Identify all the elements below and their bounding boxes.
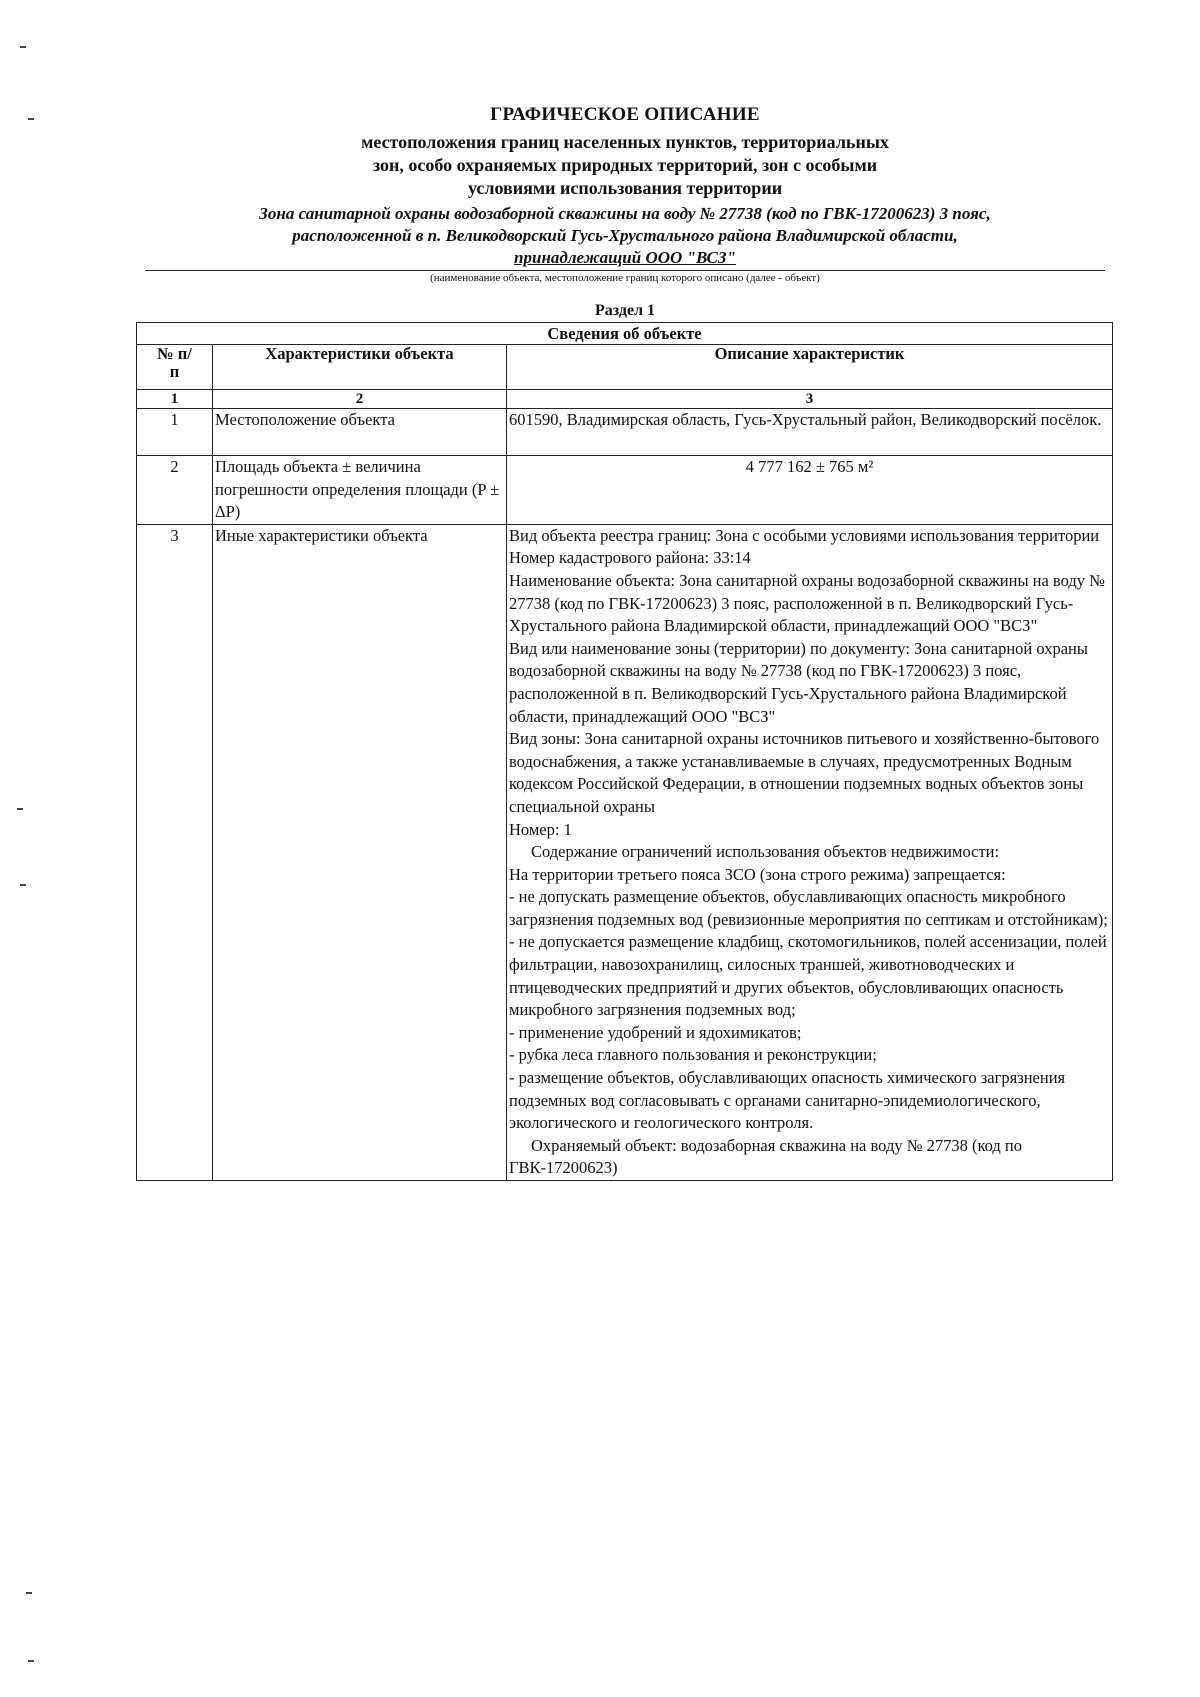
description-paragraph: Номер: 1 [509,819,572,839]
scan-mark [28,1660,34,1662]
description-paragraph: - не допускать размещение объектов, обуславливающих опасность микробного загрязнения подземных вод (ревизионные мероприятия по септикам и отстойникам); [509,887,1108,929]
object-name-line: принадлежащий ООО "ВСЗ" [514,248,736,267]
object-caption: (наименование объекта, местоположение границ которого описано (далее - объект) [430,272,820,284]
table-row [137,524,1113,1180]
column-header-num: № п/п [137,345,213,390]
description-paragraph: Наименование объекта: Зона санитарной охраны водозаборной скважины на воду № 27738 (код по ГВК-17200623) 3 пояс, расположенной в п. Великодворский Гусь-Хрустального района Владимирской области, принадлежащий ООО "ВСЗ" [509,570,1105,636]
object-name-line: Зона санитарной охраны водозаборной скважины на воду № 27738 (код по ГВК-17200623) 3 пояс, [259,204,991,223]
description-paragraph: - рубка леса главного пользования и реконструкции; [509,1045,877,1065]
row-description [507,524,1113,1180]
description-paragraph: - размещение объектов, обуславливающих опасность химического загрязнения подземных вод согласовывать с органами санитарно-эпидемиологического, экологического и геологического контроля. [509,1068,1066,1133]
document-title: ГРАФИЧЕСКОЕ ОПИСАНИЕ [490,104,760,125]
scan-mark [28,118,34,120]
column-header-characteristic: Характеристики объекта [213,345,507,390]
description-paragraph: Номер кадастрового района: 33:14 [509,548,751,568]
underline-rule [145,270,1105,271]
description-paragraph: Содержание ограничений использования объектов недвижимости: [531,842,1000,862]
row-number: 1 [137,409,213,456]
object-info-table [136,322,1113,1181]
table-caption-row [137,323,1113,345]
scan-mark [20,46,26,48]
table-header-row [137,345,1113,390]
column-number-row [137,390,1113,409]
row-characteristic: Иные характеристики объекта [213,524,507,1180]
description-paragraph: - применение удобрений и ядохимикатов; [509,1022,802,1042]
table-row [137,456,1113,525]
description-paragraph: Вид объекта реестра границ: Зона с особыми условиями использования территории [509,525,1100,545]
description-paragraph: На территории третьего пояса ЗСО (зона строго режима) запрещается: [509,864,1006,884]
subtitle-line: зон, особо охраняемых природных территорий, зон с особыми [372,155,878,175]
table-caption: Сведения об объекте [137,323,1113,345]
scan-mark [20,884,26,886]
subtitle-line: местоположения границ населенных пунктов, территориальных [361,132,889,152]
description-paragraph: Вид или наименование зоны (территории) по документу: Зона санитарной охраны водозаборной скважины на воду № 27738 (код по ГВК-17200623) 3 пояс, расположенной в п. Великодворский Гусь-Хрустального района Владимирской области, принадлежащий ООО "ВСЗ" [509,638,1088,726]
description-paragraph: Охраняемый объект: водозаборная скважина на воду № 27738 (код по ГВК-17200623) [509,1135,1023,1178]
description-paragraph: - не допускается размещение кладбищ, скотомогильников, полей ассенизации, полей фильтрации, навозохранилищ, силосных траншей, животноводческих и птицеводческих предприятий и других объектов, обусловливающих опасность микробного загрязнения подземных вод; [509,932,1107,1020]
column-number: 1 [137,390,213,409]
row-description: 4 777 162 ± 765 м² [507,456,1113,525]
column-header-description: Описание характеристик [507,345,1113,390]
row-characteristic: Площадь объекта ± величина погрешности определения площади (P ± ΔP) [213,456,507,525]
row-number: 2 [137,456,213,525]
scan-mark [26,1592,32,1594]
row-number: 3 [137,524,213,1180]
row-characteristic: Местоположение объекта [213,409,507,456]
document-subtitle [130,131,1120,200]
row-description: 601590, Владимирская область, Гусь-Хрустальный район, Великодворский посёлок. [507,409,1113,456]
column-number: 2 [213,390,507,409]
description-paragraph: Вид зоны: Зона санитарной охраны источников питьевого и хозяйственно-бытового водоснабжения, а также устанавливаемые в случаях, предусмотренных Водным кодексом Российской Федерации, в отношении подземных водных объектов зоны специальной охраны [509,729,1100,816]
subtitle-line: условиями использования территории [467,178,783,198]
scan-mark [17,808,23,810]
section-label: Раздел 1 [594,302,656,319]
column-number: 3 [507,390,1113,409]
table-row [137,409,1113,456]
object-name [130,203,1120,269]
object-name-line: расположенной в п. Великодворский Гусь-Хрустального района Владимирской области, [292,226,958,245]
